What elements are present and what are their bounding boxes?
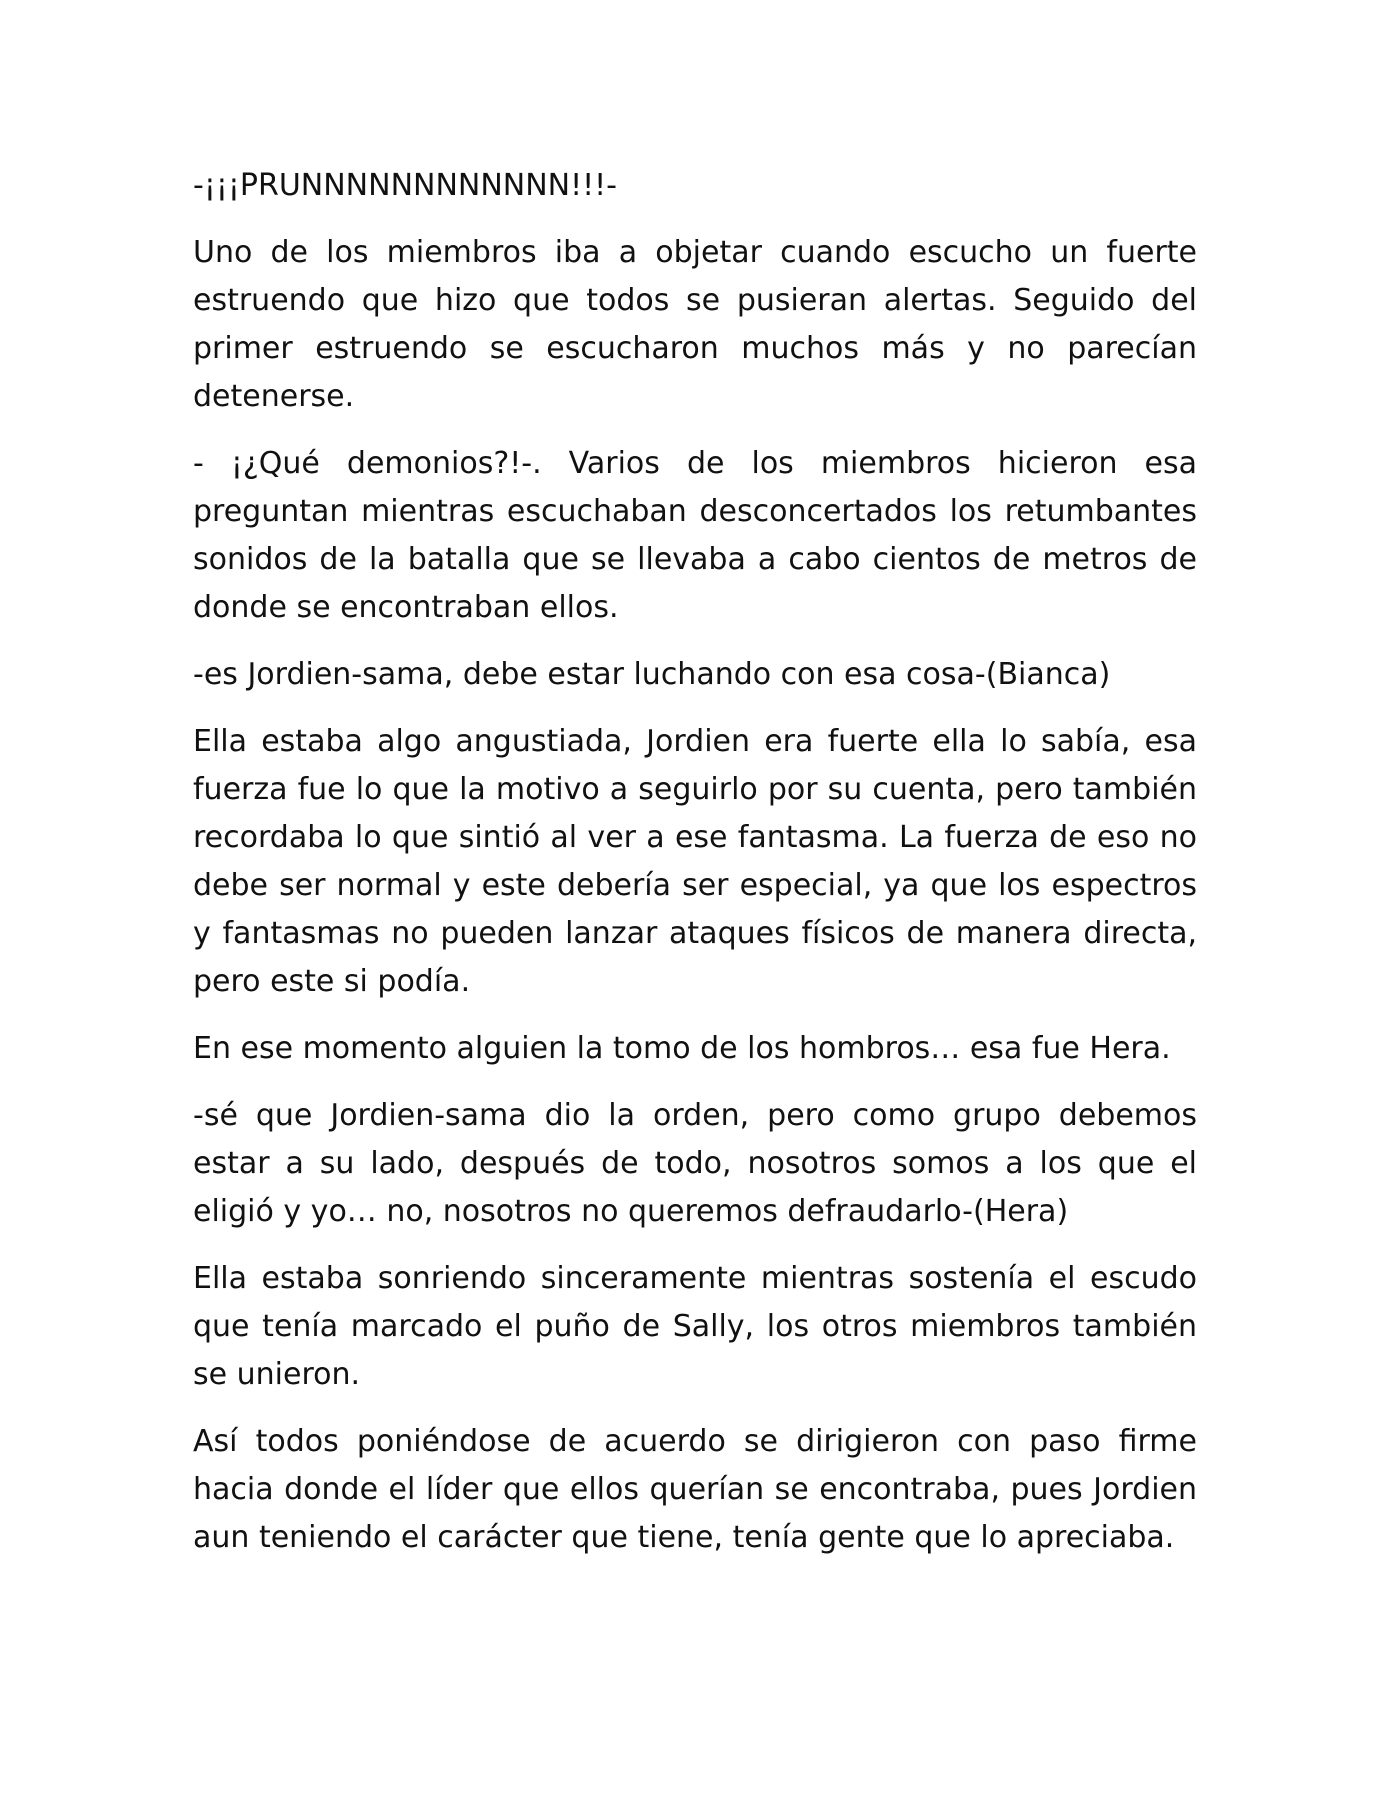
paragraph: Uno de los miembros iba a objetar cuando escucho un fuerte estruendo que hizo que todos se pusieran alertas. Seguido del primer estruendo se escucharon muchos más y no parecían detenerse. xyxy=(193,235,1197,414)
paragraph: Ella estaba algo angustiada, Jordien era fuerte ella lo sabía, esa fuerza fue lo que la motivo a seguirlo por su cuenta, pero también recordaba lo que sintió al ver a ese fantasma. La fuerza de eso no debe ser normal y este debería ser especial, ya que los espectros y fantasmas no pueden lanzar ataques físicos de manera directa, pero este si podía. xyxy=(193,724,1197,999)
paragraph: En ese momento alguien la tomo de los hombros… esa fue Hera. xyxy=(193,1031,1171,1066)
paragraph: Así todos poniéndose de acuerdo se dirigieron con paso firme hacia donde el líder que ellos querían se encontraba, pues Jordien aun teniendo el carácter que tiene, tenía gente que lo apreciaba. xyxy=(193,1424,1197,1555)
paragraph: Ella estaba sonriendo sinceramente mientras sostenía el escudo que tenía marcado el puño de Sally, los otros miembros también se unieron. xyxy=(193,1261,1197,1392)
paragraph-dialogue: -sé que Jordien-sama dio la orden, pero como grupo debemos estar a su lado, después de todo, nosotros somos a los que el eligió y yo… no, nosotros no queremos defraudarlo-(Hera) xyxy=(193,1098,1197,1229)
paragraph-exclamation: -¡¡¡PRUNNNNNNNNNNNN!!!- xyxy=(193,168,617,203)
document-body xyxy=(193,162,1197,1581)
paragraph-dialogue: -es Jordien-sama, debe estar luchando con esa cosa-(Bianca) xyxy=(193,657,1111,692)
paragraph: - ¡¿Qué demonios?!-. Varios de los miembros hicieron esa preguntan mientras escuchaban desconcertados los retumbantes sonidos de la batalla que se llevaba a cabo cientos de metros de donde se encontraban ellos. xyxy=(193,446,1197,625)
